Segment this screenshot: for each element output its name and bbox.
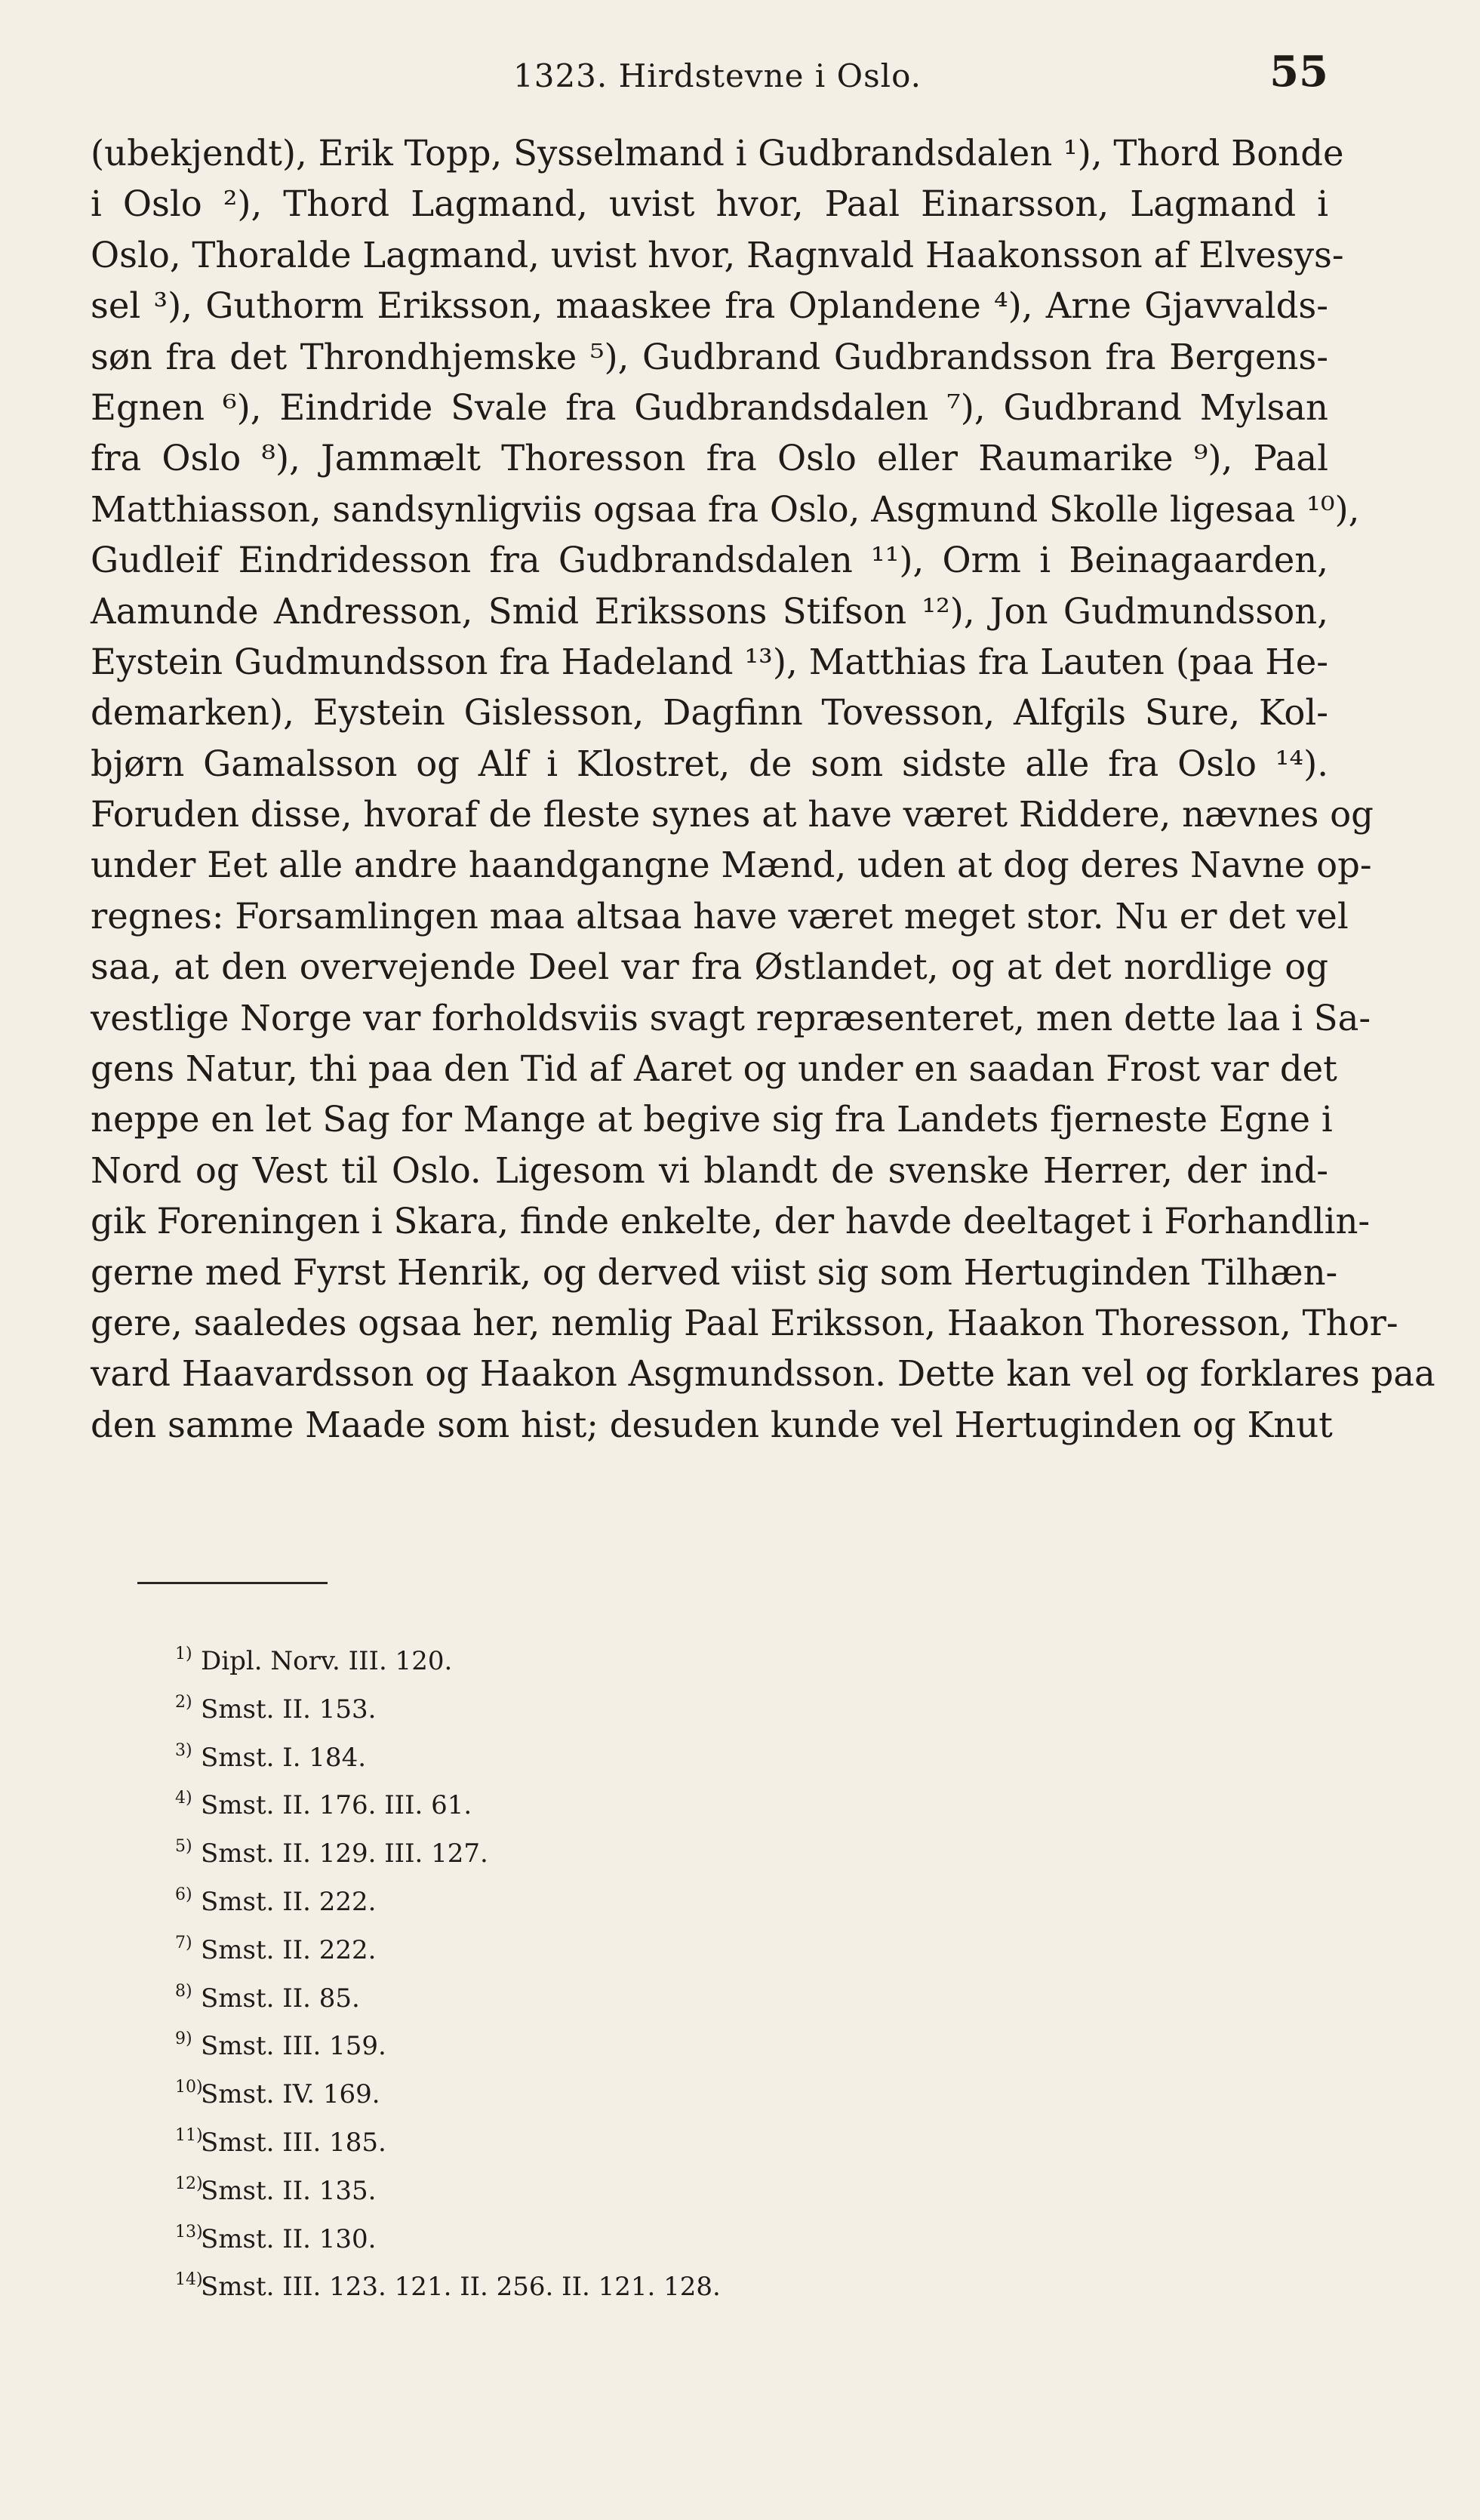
footnotes <box>175 1630 1005 2304</box>
page-number: 55 <box>1269 47 1328 97</box>
footnote-text: Smst. II. 85. <box>201 1983 360 2014</box>
footnote-mark: 1) <box>175 1645 192 1663</box>
footnote <box>175 1919 1005 1968</box>
text-line: gerne med Fyrst Henrik, og derved viist sig som Hertuginden Tilhæn- <box>91 1251 1338 1293</box>
footnote-text: Smst. IV. 169. <box>201 2079 380 2110</box>
footnote-text: Smst. II. 153. <box>201 1694 377 1725</box>
footnote <box>175 2112 1005 2160</box>
footnote <box>175 2208 1005 2257</box>
page-header <box>91 47 1328 107</box>
text-line: i Oslo ²), Thord Lagmand, uvist hvor, Paal Einarsson, Lagmand i <box>91 183 1328 225</box>
footnote-mark: 3) <box>175 1740 192 1760</box>
text-line: Matthiasson, sandsynligviis ogsaa fra Oslo, Asgmund Skolle ligesaa ¹⁰), <box>91 488 1360 530</box>
text-line: vard Haavardsson og Haakon Asgmundsson. Dette kan vel og forklares paa <box>91 1353 1435 1395</box>
footnote-mark: 6) <box>175 1885 192 1904</box>
footnote-mark: 4) <box>175 1789 192 1808</box>
footnote-mark: 2) <box>175 1692 192 1712</box>
footnote <box>175 1678 1005 1727</box>
footnote-text: Smst. II. 129. III. 127. <box>201 1838 488 1869</box>
text-line: Oslo, Thoralde Lagmand, uvist hvor, Ragnvald Haakonsson af Elvesys- <box>91 234 1344 275</box>
text-line: Eystein Gudmundsson fra Hadeland ¹³), Matthias fra Lauten (paa He- <box>91 641 1328 682</box>
footnote-text: Smst. II. 222. <box>201 1934 377 1965</box>
footnote-text: Dipl. Norv. III. 120. <box>201 1646 453 1676</box>
footnote-text: Smst. III. 159. <box>201 2031 386 2062</box>
footnote-text: Smst. III. 185. <box>201 2127 386 2158</box>
text-line: Aamunde Andresson, Smid Erikssons Stifson ¹²), Jon Gudmundsson, <box>91 590 1328 632</box>
footnote-text: Smst. II. 176. III. 61. <box>201 1790 472 1821</box>
text-line: gere, saaledes ogsaa her, nemlig Paal Eriksson, Haakon Thoresson, Thor- <box>91 1302 1398 1343</box>
footnote-mark: 11) <box>175 2125 203 2145</box>
text-line: Foruden disse, hvoraf de fleste synes at have været Riddere, nævnes og <box>91 794 1374 835</box>
footnote-text: Smst. I. 184. <box>201 1742 367 1773</box>
footnote-text: Smst. II. 135. <box>201 2175 377 2206</box>
footnote <box>175 1774 1005 1823</box>
text-line: under Eet alle andre haandgangne Mænd, uden at dog deres Navne op- <box>91 845 1372 886</box>
footnote-divider <box>137 1582 328 1584</box>
footnote-mark: 12) <box>175 2174 203 2193</box>
footnote-mark: 14) <box>175 2270 203 2290</box>
text-line: bjørn Gamalsson og Alf i Klostret, de som sidste alle fra Oslo ¹⁴). <box>91 743 1328 784</box>
text-line: fra Oslo ⁸), Jammælt Thoresson fra Oslo eller Raumarike ⁹), Paal <box>91 438 1328 479</box>
footnote-mark: 5) <box>175 1837 192 1857</box>
footnote-mark: 7) <box>175 1933 192 1952</box>
footnote <box>175 2063 1005 2112</box>
text-line: Nord og Vest til Oslo. Ligesom vi blandt de svenske Herrer, der ind- <box>91 1149 1328 1191</box>
footnote <box>175 1727 1005 1775</box>
footnote-mark: 8) <box>175 1981 192 2001</box>
text-line: søn fra det Throndhjemske ⁵), Gudbrand Gudbrandsson fra Bergens- <box>91 336 1328 377</box>
text-line: neppe en let Sag for Mange at begive sig fra Landets fjerneste Egne i <box>91 1099 1333 1140</box>
footnote <box>175 1968 1005 2016</box>
footnote-text: Smst. III. 123. 121. II. 256. II. 121. 128. <box>201 2272 721 2303</box>
footnote-mark: 13) <box>175 2222 203 2242</box>
text-line: gik Foreningen i Skara, finde enkelte, der havde deeltaget i Forhandlin- <box>91 1201 1371 1242</box>
footnote-text: Smst. II. 222. <box>201 1886 377 1917</box>
footnote <box>175 2160 1005 2208</box>
text-line: regnes: Forsamlingen maa altsaa have været meget stor. Nu er det vel <box>91 895 1349 937</box>
running-title: 1323. Hirdstevne i Oslo. <box>513 57 922 94</box>
text-line: sel ³), Guthorm Eriksson, maaskee fra Oplandene ⁴), Arne Gjavvalds- <box>91 285 1328 327</box>
footnote-text: Smst. II. 130. <box>201 2223 377 2254</box>
text-line: demarken), Eystein Gislesson, Dagfinn Tovesson, Alfgils Sure, Kol- <box>91 692 1328 734</box>
footnote <box>175 1630 1005 1678</box>
footnote <box>175 1823 1005 1871</box>
text-line: Gudleif Eindridesson fra Gudbrandsdalen ¹¹), Orm i Beinagaarden, <box>91 540 1328 581</box>
footnote <box>175 1871 1005 1919</box>
text-line: gens Natur, thi paa den Tid af Aaret og under en saadan Frost var det <box>91 1048 1337 1090</box>
text-line: saa, at den overvejende Deel var fra Østlandet, og at det nordlige og <box>91 946 1328 988</box>
text-line: den samme Maade som hist; desuden kunde vel Hertuginden og Knut <box>91 1404 1333 1445</box>
main-text <box>91 128 1435 1451</box>
text-line: vestlige Norge var forholdsviis svagt repræsenteret, men dette laa i Sa- <box>91 997 1371 1038</box>
text-line: (ubekjendt), Erik Topp, Sysselmand i Gudbrandsdalen ¹), Thord Bonde <box>91 133 1344 174</box>
footnote <box>175 2015 1005 2063</box>
footnote-mark: 9) <box>175 2029 192 2049</box>
text-line: Egnen ⁶), Eindride Svale fra Gudbrandsdalen ⁷), Gudbrand Mylsan <box>91 386 1328 428</box>
footnote <box>175 2256 1005 2304</box>
footnote-mark: 10) <box>175 2078 203 2097</box>
